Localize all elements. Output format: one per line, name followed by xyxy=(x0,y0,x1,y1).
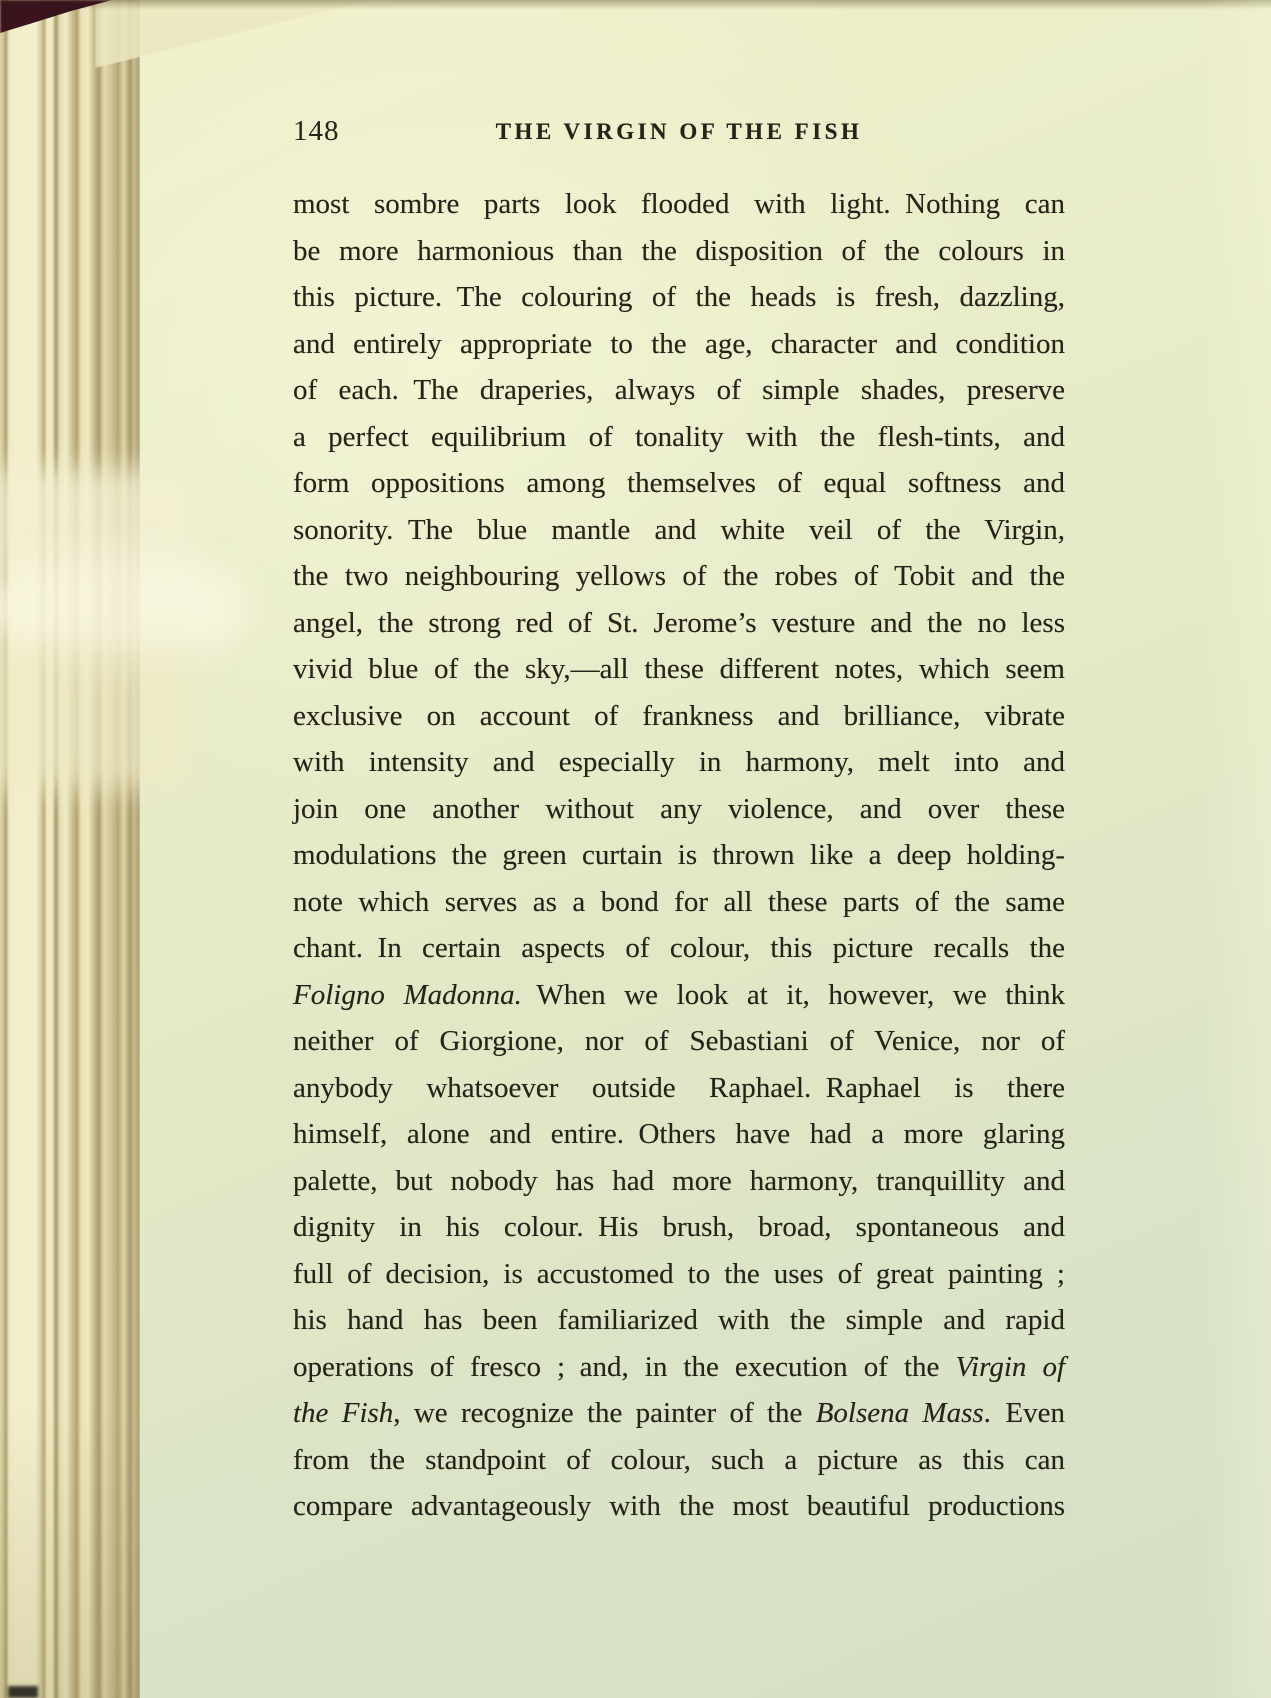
text-line: vivid blue of the sky,—all these different notes, which seem xyxy=(293,653,1065,685)
shadow-notch xyxy=(8,1686,38,1698)
text-line: this picture. The colouring of the heads is fresh, dazzling, xyxy=(293,281,1065,313)
photo-top-shadow xyxy=(0,0,1271,10)
text-line: exclusive on account of frankness and brilliance, vibrate xyxy=(293,699,1065,732)
text-line: operations of fresco ; and, in the execution of the Virgin of xyxy=(293,1350,1066,1383)
text-line: full of decision, is accustomed to the uses of great painting ; xyxy=(293,1257,1065,1290)
page-top-edges xyxy=(95,0,370,68)
text-line: form oppositions among themselves of equal softness and xyxy=(293,467,1065,499)
text-line: most sombre parts look flooded with light. Nothing can xyxy=(293,188,1065,220)
text-line: anybody whatsoever outside Raphael. Raphael is there xyxy=(293,1071,1065,1104)
text-line: compare advantageously with the most beautiful productions xyxy=(293,1490,1065,1522)
stacked-page-edges xyxy=(0,0,140,1698)
text-line: note which serves as a bond for all these parts of the same xyxy=(293,885,1065,918)
text-line: with intensity and especially in harmony, melt into and xyxy=(293,746,1065,778)
page-right-sheen xyxy=(1201,0,1271,1698)
text-line: neither of Giorgione, nor of Sebastiani of Venice, nor of xyxy=(293,1025,1065,1057)
text-line: angel, the strong red of St. Jerome’s vesture and the no less xyxy=(293,606,1065,639)
text-line: the Fish, we recognize the painter of the Bolsena Mass. Even xyxy=(293,1397,1065,1429)
text-line: himself, alone and entire. Others have had a more glaring xyxy=(293,1118,1065,1150)
body-text xyxy=(293,181,1065,1530)
text-line: Foligno Madonna. When we look at it, however, we think xyxy=(293,978,1065,1011)
text-line: the two neighbouring yellows of the robes of Tobit and the xyxy=(293,560,1065,592)
text-line: from the standpoint of colour, such a picture as this can xyxy=(293,1443,1065,1476)
page-number: 148 xyxy=(293,115,340,147)
text-line: chant. In certain aspects of colour, this picture recalls the xyxy=(293,932,1065,964)
text-line: modulations the green curtain is thrown like a deep holding- xyxy=(293,839,1065,871)
text-line: and entirely appropriate to the age, character and condition xyxy=(293,327,1065,360)
text-line: palette, but nobody has had more harmony, tranquillity and xyxy=(293,1164,1065,1197)
blur-artifact xyxy=(0,645,190,790)
text-line: be more harmonious than the disposition of the colours in xyxy=(293,234,1065,267)
text-line: sonority. The blue mantle and white veil of the Virgin, xyxy=(293,513,1065,546)
text-line: a perfect equilibrium of tonality with the flesh-tints, and xyxy=(293,420,1065,453)
text-line: his hand has been familiarized with the simple and rapid xyxy=(293,1304,1065,1336)
page-header xyxy=(293,113,1065,155)
text-line: join one another without any violence, and over these xyxy=(293,792,1065,825)
running-title: THE VIRGIN OF THE FISH xyxy=(495,119,863,144)
text-line: dignity in his colour. His brush, broad, spontaneous and xyxy=(293,1211,1065,1243)
text-line: of each. The draperies, always of simple shades, preserve xyxy=(293,374,1065,406)
